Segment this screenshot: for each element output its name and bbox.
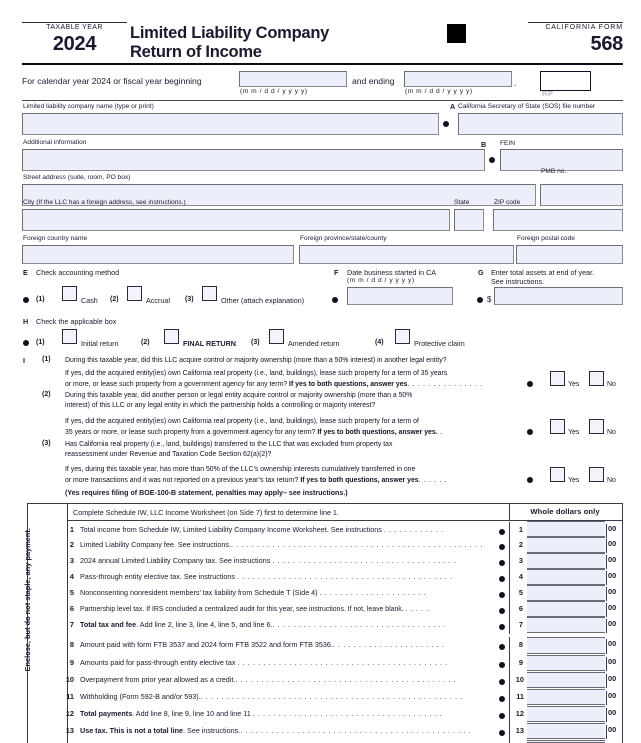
- line-13-cents: 00: [606, 725, 616, 739]
- line-2-dots: . . . . . . . . . . . . . . . . . . . . . . . . . . . . . . . . . . . . . . . . . . . . . . . . .: [231, 540, 483, 549]
- section-h-option-1-label: Initial return: [81, 339, 119, 348]
- line-7-text: [80, 620, 498, 629]
- zip-code-input[interactable]: [493, 209, 623, 231]
- line-2-bullet-icon: [499, 544, 505, 550]
- lines-table-right-border: [622, 503, 623, 743]
- section-f-bullet-icon: [332, 297, 338, 303]
- line-9-text-plain: Amounts paid for pass-through entity elective tax: [80, 658, 238, 667]
- line-5-cents: 00: [606, 587, 616, 601]
- section-f-date-input[interactable]: [347, 287, 453, 305]
- section-b-letter: B: [481, 140, 487, 149]
- section-i-item-3-num: (3): [42, 440, 51, 447]
- section-i-letter: I: [23, 356, 25, 365]
- line-13-dots: . . . . . . . . . . . . . . . . . . . . . . . . . . . . . . . . . . . . . . . . . . . . .: [240, 726, 472, 735]
- line-4-bullet-icon: [499, 576, 505, 582]
- line-8-cents: 00: [606, 639, 616, 654]
- calendar-year-prefix: For calendar year 2024 or fiscal year beginning: [22, 76, 202, 86]
- line-9-no-cell-border: [509, 655, 510, 672]
- section-e-option-2-checkbox[interactable]: [127, 286, 142, 301]
- line-10-row-number: 10: [515, 675, 524, 684]
- whole-dollars-only-header: Whole dollars only: [530, 507, 600, 516]
- masthead-rule: [22, 63, 623, 65]
- line-6-text: [80, 604, 498, 613]
- fiscal-begin-input[interactable]: [239, 71, 347, 87]
- line-12-amount-input[interactable]: [527, 706, 605, 722]
- line-5-text: [80, 588, 498, 597]
- section-h-option-2-num: (2): [141, 339, 150, 346]
- section-i-item-1-num: (1): [42, 356, 51, 363]
- line-1-text: [80, 525, 498, 534]
- boe-statement-note: (Yes requires filing of BOE-100-B statement, penalties may apply– see instructions.): [65, 489, 348, 497]
- section-i-item-1-yes-label: Yes: [568, 381, 580, 388]
- line-10-number: 10: [65, 675, 74, 684]
- line-2-amount-input[interactable]: [527, 537, 605, 553]
- fiscal-middle-label: and ending: [352, 76, 395, 86]
- zip-code-label: ZIP code: [494, 199, 521, 206]
- section-i-item-3-bullet-icon: [527, 477, 533, 483]
- line-3-text: [80, 556, 498, 565]
- line-7-text-bold: Total tax and fee: [80, 620, 137, 629]
- section-i-item-3-no-checkbox[interactable]: [589, 467, 604, 482]
- line-8-no-cell-border: [509, 637, 510, 655]
- street-address-label: Street address (suite, room, PO box): [23, 174, 131, 181]
- line-2-row-number: 2: [518, 540, 523, 549]
- line-4-row-number: 4: [518, 572, 523, 581]
- fiscal-begin-format: (m m / d d / y y y y): [240, 88, 308, 95]
- section-i-item-1-sub-line1: If yes, did the acquired entity(ies) own California real property (i.e., land, buildings), lease such property for a term of 35 years: [65, 370, 448, 377]
- line-6-bullet-icon: [499, 608, 505, 614]
- line-12-row-number: 12: [515, 709, 524, 718]
- section-e-bullet-icon: [23, 297, 29, 303]
- section-i-item-3-yes-checkbox[interactable]: [550, 467, 565, 482]
- form-title-line2: Return of Income: [130, 42, 262, 61]
- section-h-option-3-checkbox[interactable]: [269, 329, 284, 344]
- line-9-dots: . . . . . . . . . . . . . . . . . . . . . . . . . . . . . . . . . . . . . . . . .: [237, 658, 448, 667]
- line-7-text-plain: . Add line 2, line 3, line 4, line 5, and line 6.: [136, 620, 273, 629]
- line-10-cents: 00: [606, 674, 616, 688]
- period-terminator: .: [514, 78, 517, 88]
- line-7-amount-input[interactable]: [527, 617, 605, 633]
- line-3-cents: 00: [606, 555, 616, 569]
- line-4-dots: . . . . . . . . . . . . . . . . . . . . . . . . . . . . . . . . . . . . . . . . . .: [237, 572, 453, 581]
- line-5-bullet-icon: [499, 592, 505, 598]
- line-8-text-plain: Amount paid with form FTB 3537 and 2024 form FTB 3522 and form FTB 3536.: [80, 640, 333, 649]
- line-1-row-number: 1: [518, 525, 523, 534]
- line-7-cents: 00: [606, 619, 616, 633]
- line-2-text-plain: Limited Liability Company fee. See instructions.: [80, 540, 232, 549]
- line-1-dots: . . . . . . . . . . . .: [383, 525, 444, 534]
- section-e-option-3-num: (3): [185, 296, 194, 303]
- line-5-number: 5: [69, 588, 74, 597]
- section-h-option-2-label: FINAL RETURN: [183, 339, 236, 348]
- california-form-block: [528, 22, 623, 56]
- line-6-cents: 00: [606, 603, 616, 617]
- enclose-payment-note: Enclose, but do not staple, any payment.: [23, 528, 33, 672]
- section-h-option-2-checkbox[interactable]: [164, 329, 179, 344]
- section-i-item-3-no-label: No: [607, 477, 616, 484]
- foreign-province-label: Foreign province/state/county: [300, 235, 387, 242]
- lines-table-intro: Complete Schedule IW, LLC Income Worksheet (on Side 7) first to determine line 1.: [73, 508, 339, 517]
- line-2-no-cell-border: [509, 538, 510, 554]
- lines-table-top-rule: [27, 503, 623, 504]
- line-3-dots: . . . . . . . . . . . . . . . . . . . . . . . . . . . . . . . . . . . .: [272, 556, 457, 565]
- line-11-cents: 00: [606, 691, 616, 705]
- foreign-postal-input[interactable]: [516, 245, 623, 264]
- section-i-item-1-bullet-icon: [527, 381, 533, 387]
- line-11-bullet-icon: [499, 696, 505, 702]
- line-7-dots: . . . . . . . . . . . . . . . . . . . . . . . . . . . . . . . . . .: [272, 620, 447, 629]
- section-i-item-3-lead2: reassessment under Revenue and Taxation Code Section 62(a)(2)?: [65, 451, 272, 458]
- section-i-item-2-lead2: interest) of this LLC or any legal entity in which the partnership holds a controlling or majority interest?: [65, 402, 376, 409]
- line-3-row-number: 3: [518, 556, 523, 565]
- line-6-text-plain: Partnership level tax. If IRS concluded a centralized audit for this year, see instructions. If not, leave blank.: [80, 606, 406, 613]
- line-4-number: 4: [69, 572, 74, 581]
- section-e-title: Check accounting method: [36, 268, 120, 277]
- section-h-option-1-checkbox[interactable]: [62, 329, 77, 344]
- section-e-option-1-label: Cash: [81, 296, 98, 305]
- section-h-letter: H: [23, 317, 29, 326]
- form-title: [130, 24, 329, 61]
- scan-mark-icon: [447, 24, 466, 43]
- line-5-no-cell-border: [509, 586, 510, 602]
- taxable-year-value: 2024: [52, 33, 97, 55]
- fiscal-end-input[interactable]: [404, 71, 512, 87]
- sos-file-number-input[interactable]: [458, 113, 623, 135]
- section-i-item-2-sub-line2-plain: 35 years or more, or lease such property from a government agency for any term?: [65, 429, 318, 436]
- line-6-amount-input[interactable]: [527, 601, 605, 617]
- line-10-text: [80, 675, 498, 684]
- form-title-line1: Limited Liability Company: [130, 24, 330, 42]
- fein-label: FEIN: [500, 140, 516, 147]
- foreign-province-input[interactable]: [299, 245, 514, 264]
- section-i-item-1-lead: During this taxable year, did this LLC acquire control or majority ownership (more than a 50% interest) in another legal entity?: [65, 357, 447, 364]
- additional-information-label: Additional information: [23, 139, 87, 146]
- line-10-bullet-icon: [499, 679, 505, 685]
- line-12-number: 12: [65, 709, 74, 718]
- section-h-option-4-label: Protective claim: [414, 339, 465, 348]
- section-i-item-2-dots: .: [437, 427, 443, 436]
- section-e-option-2-label: Accrual: [146, 296, 170, 305]
- line-6-no-cell-border: [509, 602, 510, 618]
- section-g-total-assets-input[interactable]: [494, 287, 623, 305]
- section-i-item-1-sub-line2: [65, 379, 545, 390]
- line-10-text-plain: Overpayment from prior year allowed as a credit.: [80, 675, 236, 684]
- line-2-number: 2: [69, 540, 74, 549]
- line-13-bullet-icon: [499, 730, 505, 736]
- line-3-bullet-icon: [499, 560, 505, 566]
- section-e-option-3-checkbox[interactable]: [202, 286, 217, 301]
- line-4-cents: 00: [606, 571, 616, 585]
- section-e-option-1-num: (1): [36, 296, 45, 303]
- section-i-item-2-sub-line2-bold: If yes to both questions, answer yes.: [317, 429, 438, 436]
- section-i-item-3-sub-line2-plain: or more transactions and it was not reported on a previous year’s tax return?: [65, 477, 301, 484]
- enclose-payment-note-wrapper: [0, 528, 108, 672]
- city-input[interactable]: [22, 209, 450, 231]
- line-8-text: [80, 640, 498, 649]
- line-10-amount-input[interactable]: [527, 672, 605, 688]
- state-input[interactable]: [454, 209, 484, 231]
- section-i-item-3-sub-line2-bold: If yes to both questions, answer yes: [300, 477, 419, 484]
- pmb-input[interactable]: [540, 184, 623, 206]
- section-g-currency-symbol: $: [487, 295, 492, 304]
- form-number: 568: [590, 33, 623, 55]
- line-1-number: 1: [69, 525, 74, 534]
- line-8-amount-input[interactable]: [527, 637, 605, 654]
- line-11-dots: . . . . . . . . . . . . . . . . . . . . . . . . . . . . . . . . . . . . . . . . . . . . . . . . . . .: [200, 692, 463, 701]
- sos-bullet-icon: [443, 121, 449, 127]
- foreign-country-label: Foreign country name: [23, 235, 88, 242]
- section-i-item-1-no-label: No: [607, 381, 616, 388]
- section-e-option-3-label: Other (attach explanation): [221, 296, 305, 305]
- line-13-text-plain: . See instructions.: [183, 726, 241, 735]
- period-rule: [22, 100, 623, 101]
- line-9-text: [80, 658, 498, 667]
- line-13-text-bold: Use tax. This is not a total line: [80, 726, 184, 735]
- whole-dollars-header-left-border: [509, 503, 510, 520]
- line-3-amount-input[interactable]: [527, 553, 605, 569]
- line-12-text-bold: Total payments: [80, 709, 133, 718]
- section-h-option-3-label: Amended return: [288, 339, 340, 348]
- section-i-item-2-yes-label: Yes: [568, 429, 580, 436]
- llc-name-label: Limited liability company name (type or print): [23, 103, 154, 110]
- additional-information-input[interactable]: [22, 149, 485, 171]
- line-1-cents: 00: [606, 524, 616, 538]
- section-a-letter: A: [450, 102, 456, 111]
- line-11-row-number: 11: [516, 692, 524, 701]
- llc-name-input[interactable]: [22, 113, 439, 135]
- section-i-item-2-bullet-icon: [527, 429, 533, 435]
- line-13-number: 13: [65, 726, 74, 735]
- line-7-no-cell-border: [509, 618, 510, 634]
- section-i-item-2-yes-checkbox[interactable]: [550, 419, 565, 434]
- section-h-option-4-checkbox[interactable]: [395, 329, 410, 344]
- section-i-item-1-sub-line2-bold: If yes to both questions, answer yes: [289, 381, 408, 388]
- pmb-label: PMB no.: [541, 168, 567, 175]
- section-i-item-2-sub-line2: [65, 427, 545, 438]
- line-12-bullet-icon: [499, 713, 505, 719]
- line-4-amount-input[interactable]: [527, 569, 605, 585]
- section-i-item-1-no-checkbox[interactable]: [589, 371, 604, 386]
- section-f-letter: F: [334, 268, 339, 277]
- line-5-row-number: 5: [518, 588, 523, 597]
- line-7-number: 7: [69, 620, 74, 629]
- line-11-text-plain: Withholding (Form 592-B and/or 593).: [80, 692, 201, 701]
- line-8-dots: . . . . . . . . . . . . . . . . . . . . . .: [332, 640, 445, 649]
- section-i-item-3-sub-line1: If yes, during this taxable year, has more than 50% of the LLC’s ownership interests cumulatively transferred in one: [65, 466, 416, 473]
- line-9-amount-input[interactable]: [527, 655, 605, 671]
- section-g-title-line2: See instructions.: [491, 277, 545, 286]
- line-11-number: 11: [66, 692, 74, 701]
- section-h-option-4-num: (4): [375, 339, 384, 346]
- line-1-text-plain: Total income from Schedule IW, Limited Liability Company Income Worksheet. See instructions: [80, 525, 384, 534]
- section-h-option-3-num: (3): [251, 339, 260, 346]
- section-e-option-2-num: (2): [110, 296, 119, 303]
- section-g-bullet-icon: [477, 297, 483, 303]
- line-12-text: [80, 709, 498, 718]
- section-i-item-2-no-label: No: [607, 429, 616, 436]
- section-e-letter: E: [23, 268, 28, 277]
- foreign-country-input[interactable]: [22, 245, 294, 264]
- line-13-text: [80, 726, 498, 735]
- foreign-postal-label: Foreign postal code: [517, 235, 575, 242]
- line-12-text-plain: . Add line 8, line 9, line 10 and line 11: [132, 709, 253, 718]
- section-i-item-2-no-checkbox[interactable]: [589, 419, 604, 434]
- section-i-item-1-dots: . . . . . . . . . . . . . . .: [407, 379, 483, 388]
- line-6-row-number: 6: [518, 604, 523, 613]
- line-8-row-number: 8: [518, 640, 523, 649]
- rp-label: RP: [542, 89, 554, 98]
- section-h-option-1-num: (1): [36, 339, 45, 346]
- sos-file-number-label: California Secretary of State (SOS) file number: [458, 103, 596, 110]
- line-5-amount-input[interactable]: [527, 585, 605, 601]
- city-label: City (If the LLC has a foreign address, see instructions.): [23, 199, 186, 206]
- line-5-dots: . . . . . . . . . . . . . . . . . . . . .: [319, 588, 427, 597]
- line-1-amount-input[interactable]: [527, 521, 605, 537]
- section-g-letter: G: [478, 268, 484, 277]
- line-9-bullet-icon: [499, 662, 505, 668]
- taxable-year-label: TAXABLE YEAR: [22, 22, 127, 31]
- line-9-cents: 00: [606, 657, 616, 671]
- section-i-item-3-yes-label: Yes: [568, 477, 580, 484]
- taxable-year-block: [22, 22, 127, 56]
- section-e-option-1-checkbox[interactable]: [62, 286, 77, 301]
- line-12-cents: 00: [606, 708, 616, 722]
- rp-input[interactable]: [540, 71, 591, 91]
- line-3-text-plain: 2024 annual Limited Liability Company tax. See instructions: [80, 556, 273, 565]
- line-6-number: 6: [69, 604, 74, 613]
- section-i-item-3-lead: Has California real property (i.e., land, buildings) transferred to the LLC that was excluded from property tax: [65, 441, 393, 448]
- line-1-bullet-icon: [499, 529, 505, 535]
- line-8-number: 8: [69, 640, 74, 649]
- section-i-item-3-dots: . . . . . .: [418, 475, 448, 484]
- line-7-row-number: 7: [518, 620, 523, 629]
- line-9-number: 9: [69, 658, 74, 667]
- line-2-text: [80, 540, 498, 549]
- line-4-text: [80, 572, 498, 581]
- section-i-item-2-lead: During this taxable year, did another person or legal entity acquire control or majority ownership (more than a 50%: [65, 392, 413, 399]
- line-3-no-cell-border: [509, 554, 510, 570]
- california-form-label: CALIFORNIA FORM: [528, 22, 623, 31]
- line-1-no-cell-border: [509, 522, 510, 538]
- section-i-item-3-sub-line2: [65, 475, 545, 486]
- line-10-dots: . . . . . . . . . . . . . . . . . . . . . . . . . . . . . . . . . . . . . . . . . . .: [235, 675, 457, 684]
- line-13-row-number: 13: [515, 726, 524, 735]
- fiscal-end-format: (m m / d d / y y y y): [405, 88, 473, 95]
- line-12-dots: . . . . . . . . . . . . . . . . . . . . . . . . . . . . . . . . . . . . .: [252, 709, 443, 718]
- section-i-item-2-num: (2): [42, 391, 51, 398]
- line-2-cents: 00: [606, 539, 616, 553]
- line-3-number: 3: [69, 556, 74, 565]
- section-f-format: (m m / d d / y y y y): [347, 277, 415, 284]
- line-6-dots: . . . . .: [405, 604, 429, 613]
- section-i-item-2-sub-line1: If yes, did the acquired entity(ies) own California real property (i.e., land, buildings), lease such property for a term of: [65, 418, 419, 425]
- section-f-title: Date business started in CA: [347, 268, 437, 277]
- line-4-no-cell-border: [509, 570, 510, 586]
- fein-bullet-icon: [489, 157, 495, 163]
- section-i-item-1-sub-line2-plain: or more, or lease such property from a government agency for any term?: [65, 381, 290, 388]
- section-h-bullet-icon: [23, 340, 29, 346]
- line-4-text-plain: Pass-through entity elective tax. See instructions: [80, 572, 238, 581]
- line-11-text: [80, 692, 498, 701]
- line-11-amount-input[interactable]: [527, 689, 605, 705]
- line-13-amount-input[interactable]: [527, 723, 605, 739]
- section-h-title: Check the applicable box: [36, 317, 117, 326]
- line-9-row-number: 9: [518, 658, 523, 667]
- line-7-bullet-icon: [499, 624, 505, 630]
- line-8-bullet-icon: [499, 644, 505, 650]
- section-i-item-1-yes-checkbox[interactable]: [550, 371, 565, 386]
- section-g-title-line1: Enter total assets at end of year.: [491, 268, 595, 277]
- state-label: State: [454, 199, 470, 206]
- line-5-text-plain: Nonconsenting nonresident members’ tax liability from Schedule T (Side 4): [80, 588, 320, 597]
